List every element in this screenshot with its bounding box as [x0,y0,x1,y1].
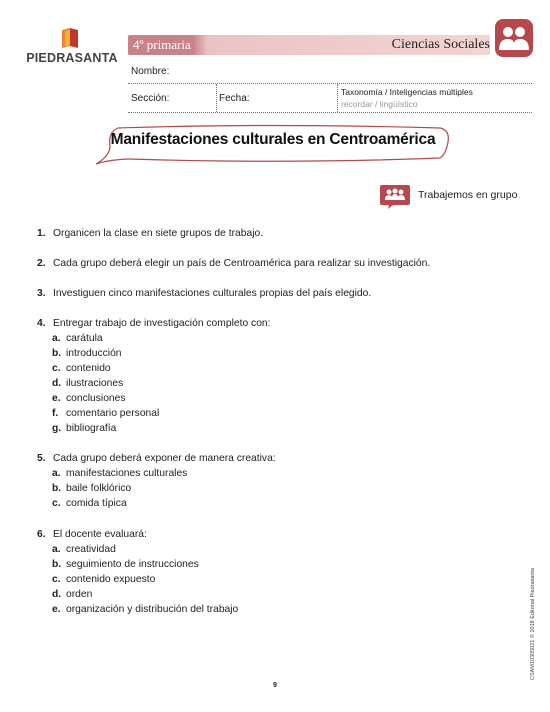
sub-item [52,333,103,344]
group-people-icon [494,18,534,58]
item-number: 1. [37,228,46,239]
sub-item-text: comentario personal [66,408,160,419]
sub-item-text: creatividad [66,544,116,555]
title-banner [88,124,458,168]
grade-label: 4º primaria [133,37,191,52]
sub-item-text: orden [66,589,93,600]
sub-item-text: introducción [66,348,122,359]
sub-item-text: conclusiones [66,393,126,404]
sub-item [52,393,126,404]
sub-item-letter: d. [52,378,62,389]
sub-item-letter: g. [52,423,62,434]
sub-item-text: contenido [66,363,111,374]
sub-item [52,408,159,419]
sub-item-text: baile folklórico [66,483,132,494]
item-number: 3. [37,288,46,299]
sub-item-letter: e. [52,393,61,404]
item-text: Cada grupo deberá exponer de manera creativa: [53,453,276,464]
sub-item [52,468,187,479]
item-number: 4. [37,318,46,329]
sub-item [52,378,123,389]
name-label: Nombre: [131,66,170,77]
sub-item-text: seguimiento de instrucciones [66,559,199,570]
sub-item-letter: b. [52,483,62,494]
form-divider [216,84,217,112]
list-item [37,529,147,540]
page-title: Manifestaciones culturales en Centroamérica [110,131,436,148]
sub-item [52,574,155,585]
item-number: 2. [37,258,46,269]
sub-item-text: ilustraciones [66,378,124,389]
item-number: 6. [37,529,46,540]
subject-label: Ciencias Sociales [391,37,490,52]
item-text: El docente evaluará: [53,529,147,540]
sub-item [52,604,238,615]
item-text: Investiguen cinco manifestaciones culturales propias del país elegido. [53,288,372,299]
sub-item-text: carátula [66,333,103,344]
sub-item [52,544,116,555]
group-chat-icon [379,184,411,210]
page-number: 9 [273,682,277,689]
item-text: Organicen la clase en siete grupos de trabajo. [53,228,264,239]
item-number: 5. [37,453,46,464]
sub-item-letter: f. [52,408,59,419]
taxonomy-label: Taxonomía / Inteligencias múltiples [341,87,473,97]
sub-item [52,559,199,570]
list-item [37,453,276,464]
list-item [37,228,263,239]
sub-item-text: manifestaciones culturales [66,468,188,479]
sub-item [52,363,111,374]
sub-item-letter: d. [52,589,62,600]
sub-item-letter: a. [52,544,61,555]
list-item [37,288,371,299]
sub-item-letter: b. [52,348,62,359]
sub-item-text: contenido expuesto [66,574,156,585]
sub-item-letter: e. [52,604,61,615]
sub-item [52,348,122,359]
sub-item [52,483,131,494]
item-text: Cada grupo deberá elegir un país de Centroamérica para realizar su investigación. [53,258,431,269]
sub-item-text: comida típica [66,498,127,509]
name-line[interactable] [128,83,532,84]
form-divider [337,84,338,112]
sub-item-letter: c. [52,498,61,509]
section-label: Sección: [131,93,170,104]
publisher-logo [22,26,122,68]
sub-item-text: organización y distribución del trabajo [66,604,239,615]
publisher-name: PIEDRASANTA [26,51,118,65]
sub-item-letter: c. [52,574,61,585]
activity-label: Trabajemos en grupo [418,189,518,201]
taxonomy-value: recordar / lingüístico [341,99,418,109]
section-line [128,112,532,113]
sub-item [52,498,127,509]
list-item [37,258,430,269]
sub-item-letter: b. [52,559,62,570]
sub-item-letter: a. [52,333,61,344]
sub-item [52,423,116,434]
book-logo-icon [58,26,82,50]
sub-item-letter: a. [52,468,61,479]
sub-item-text: bibliografía [66,423,117,434]
copyright-credit: CSAM10305021 © 2018 Editorial Piedrasanta [530,568,536,680]
date-label: Fecha: [219,93,250,104]
item-text: Entregar trabajo de investigación completo con: [53,318,271,329]
sub-item-letter: c. [52,363,61,374]
list-item [37,318,271,329]
sub-item [52,589,92,600]
